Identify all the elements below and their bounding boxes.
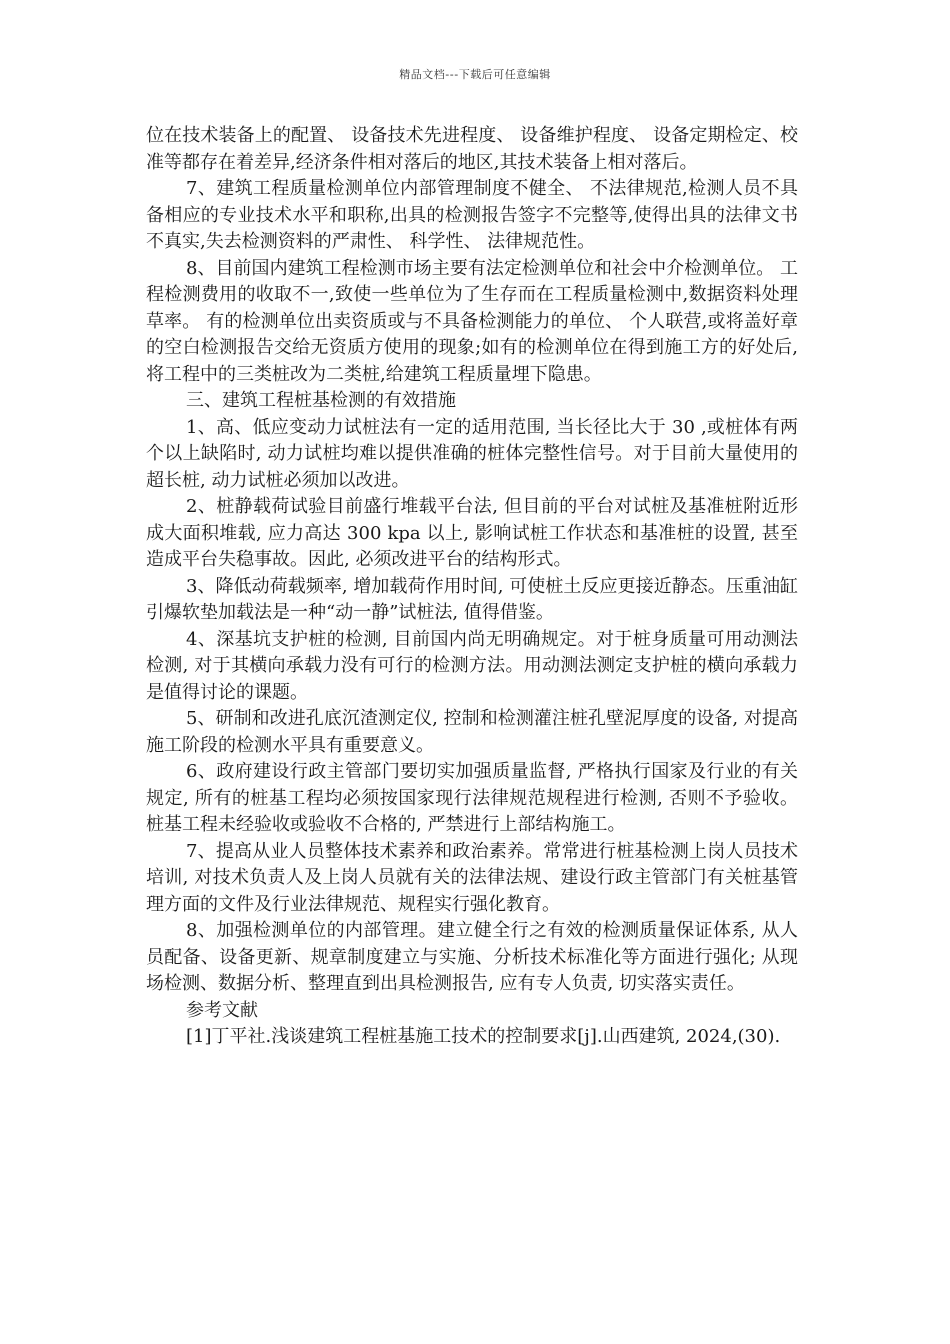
measure-item-1: 1、高、低应变动力试桩法有一定的适用范围, 当长径比大于 30 ,或桩体有两个以上缺陷时, 动力试桩均难以提供准确的桩体完整性信号。对于目前大量使用的超长桩, 动力试桩必须加以改进。 <box>146 416 798 491</box>
paragraph-continuation: 位在技术装备上的配置、 设备技术先进程度、 设备维护程度、 设备定期检定、校准等都存在着差异,经济条件相对落后的地区,其技术装备上相对落后。 <box>146 125 798 173</box>
paragraph-item-8: 8、目前国内建筑工程检测市场主要有法定检测单位和社会中介检测单位。 工程检测费用的收取不一,致使一些单位为了生存而在工程质量检测中,数据资料处理草率。 有的检测单位出卖资质或与不具备检测能力的单位、 个人联营,或将盖好章的空白检测报告交给无资质方使用的现象;如有的检测单位在得到施工方的好处后,将工程中的三类桩改为二类桩,给建筑工程质量埋下隐患。 <box>146 257 798 385</box>
page-header: 精品文档---下载后可任意编辑 <box>399 68 551 81</box>
measure-item-2: 2、桩静载荷试验目前盛行堆载平台法, 但目前的平台对试桩及基准桩附近形成大面积堆载, 应力高达 300 kpa 以上, 影响试桩工作状态和基准桩的设置, 甚至造成平台失稳事故。因此, 必须改进平台的结构形式。 <box>146 496 798 570</box>
measure-item-8: 8、加强检测单位的内部管理。建立健全行之有效的检测质量保证体系, 从人员配备、设备更新、规章制度建立与实施、分析技术标准化等方面进行强化; 从现场检测、数据分析、整理直到出具检测报告, 应有专人负责, 切实落实责任。 <box>146 920 798 994</box>
measure-item-5: 5、研制和改进孔底沉渣测定仪, 控制和检测灌注桩孔壁泥厚度的设备, 对提高施工阶段的检测水平具有重要意义。 <box>146 708 798 756</box>
measure-item-3: 3、降低动荷载频率, 增加载荷作用时间, 可使桩土反应更接近静态。压重油缸引爆软垫加载法是一种“动一静”试桩法, 值得借鉴。 <box>146 575 798 623</box>
document-body <box>146 123 798 1051</box>
measure-item-6: 6、政府建设行政主管部门要切实加强质量监督, 严格执行国家及行业的有关规定, 所有的桩基工程均必须按国家现行法律规范规程进行检测, 否则不予验收。桩基工程未经验收或验收不合格的, 严禁进行上部结构施工。 <box>146 761 798 835</box>
section-heading: 三、建筑工程桩基检测的有效措施 <box>186 390 456 411</box>
measure-item-4: 4、深基坑支护桩的检测, 目前国内尚无明确规定。对于桩身质量可用动测法检测, 对于其横向承载力没有可行的检测方法。用动测法测定支护桩的横向承载力是值得讨论的课题。 <box>146 628 798 703</box>
measure-item-7: 7、提高从业人员整体技术素养和政治素养。常常进行桩基检测上岗人员技术培训, 对技术负责人及上岗人员就有关的法律法规、建设行政主管部门有关桩基管理方面的文件及行业法律规范、规程实行强化教育。 <box>146 840 798 915</box>
paragraph-item-7: 7、建筑工程质量检测单位内部管理制度不健全、 不法律规范,检测人员不具备相应的专业技术水平和职称,出具的检测报告签字不完整等,使得出具的法律文书不真实,失去检测资料的严肃性、 科学性、 法律规范性。 <box>146 178 798 252</box>
reference-item-1: [1]丁平社.浅谈建筑工程桩基施工技术的控制要求[j].山西建筑, 2024,(30). <box>186 1026 781 1047</box>
references-heading: 参考文献 <box>186 999 258 1021</box>
